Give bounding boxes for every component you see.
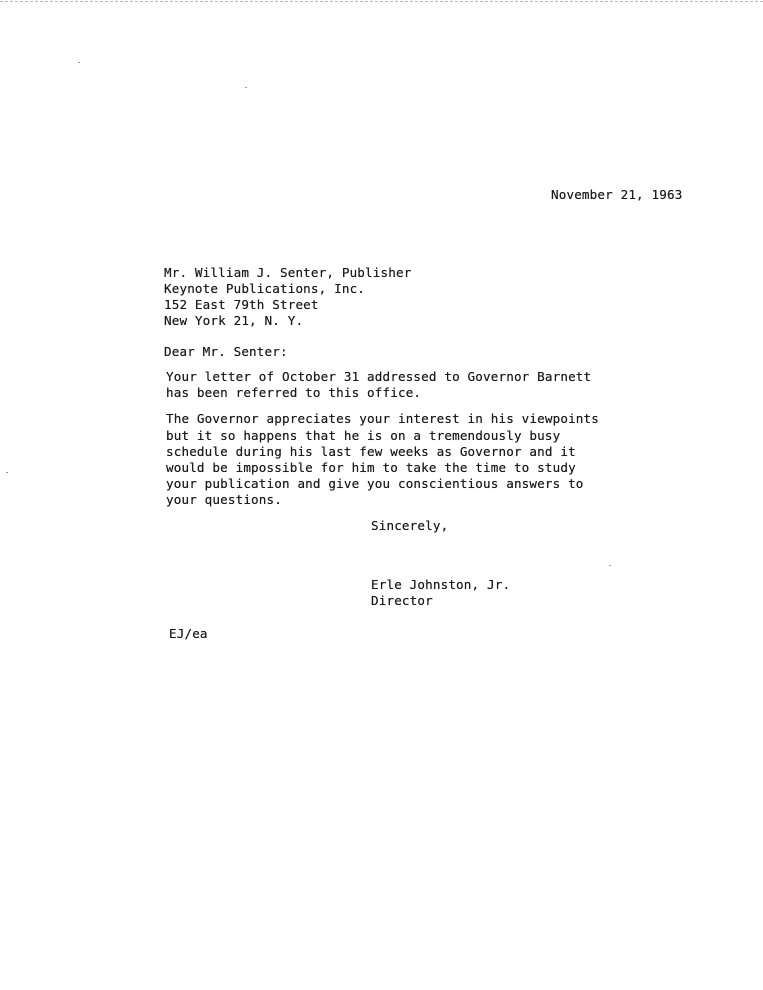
recipient-street-line: 152 East 79th Street (164, 297, 319, 312)
complimentary-closing: Sincerely, (371, 518, 449, 533)
paragraph-line: schedule during his last few weeks as Governor and it (166, 444, 576, 459)
salutation: Dear Mr. Senter: (164, 344, 288, 359)
paragraph-line: Your letter of October 31 addressed to Governor Barnett (166, 369, 592, 384)
paragraph-line: your questions. (166, 492, 282, 507)
recipient-city-line: New York 21, N. Y. (164, 313, 304, 328)
recipient-name-line: Mr. William J. Senter, Publisher (164, 265, 412, 280)
signer-name: Erle Johnston, Jr. (371, 577, 511, 592)
letter-date: November 21, 1963 (551, 187, 683, 202)
recipient-company-line: Keynote Publications, Inc. (164, 281, 366, 296)
paragraph-line: has been referred to this office. (166, 385, 422, 400)
paragraph-line: would be impossible for him to take the time to study (166, 460, 576, 475)
paragraph-line: your publication and give you conscientious answers to (166, 476, 584, 491)
paragraph-line: but it so happens that he is on a tremendously busy (166, 428, 561, 443)
reference-initials: EJ/ea (169, 626, 208, 641)
signer-title: Director (371, 593, 433, 608)
paragraph-line: The Governor appreciates your interest in his viewpoints (166, 411, 599, 426)
